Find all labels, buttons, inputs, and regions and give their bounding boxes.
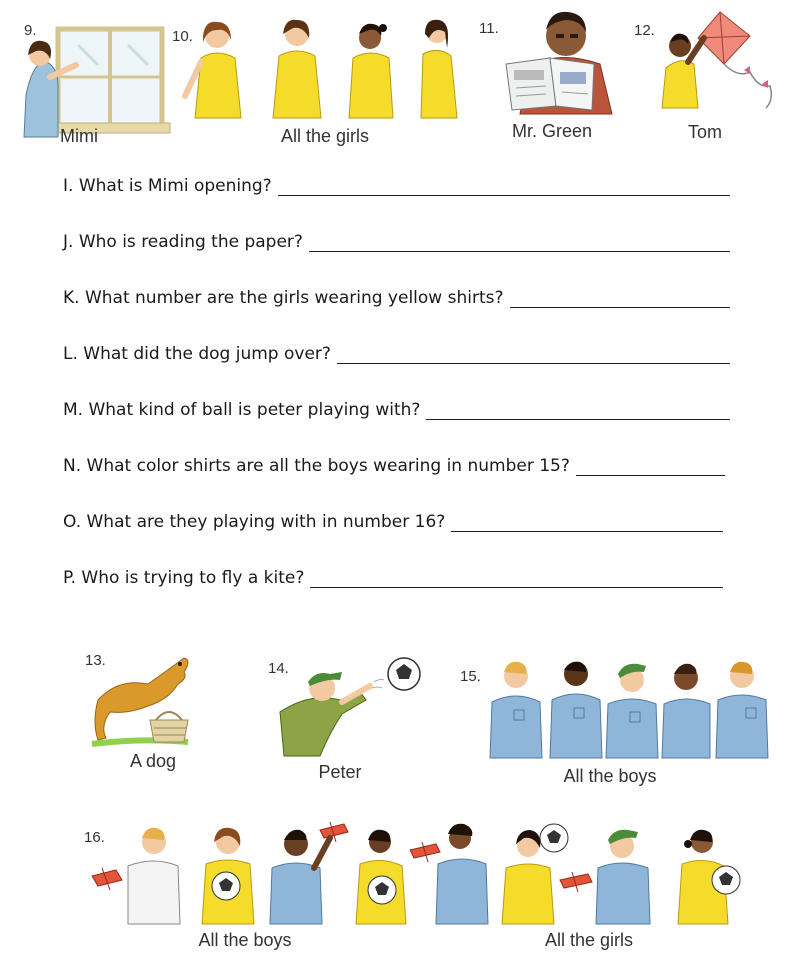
answer-line-l[interactable] bbox=[337, 347, 730, 364]
children-planes-balls-illustration bbox=[92, 820, 752, 926]
question-n bbox=[63, 456, 725, 476]
girls-illustration bbox=[185, 18, 465, 123]
question-m-text: M. What kind of ball is peter playing with? bbox=[63, 400, 421, 420]
question-o-text: O. What are they playing with in number 16? bbox=[63, 512, 446, 532]
panel-15-number: 15. bbox=[460, 668, 481, 685]
dog-jumping-illustration bbox=[88, 650, 218, 750]
answer-line-k[interactable] bbox=[510, 291, 731, 308]
mr-green-reading-illustration bbox=[500, 6, 620, 116]
question-p-text: P. Who is trying to fly a kite? bbox=[63, 568, 305, 588]
question-n-text: N. What color shirts are all the boys wearing in number 15? bbox=[63, 456, 570, 476]
panel-16-caption-girls: All the girls bbox=[544, 930, 634, 950]
panel-11-number: 11. bbox=[479, 20, 499, 37]
question-m bbox=[63, 400, 730, 420]
answer-line-i[interactable] bbox=[278, 179, 730, 196]
question-k-text: K. What number are the girls wearing yellow shirts? bbox=[63, 288, 504, 308]
answer-line-n[interactable] bbox=[576, 459, 725, 476]
question-o bbox=[63, 512, 723, 532]
panel-14-caption: Peter bbox=[318, 762, 362, 782]
question-i-text: I. What is Mimi opening? bbox=[63, 176, 272, 196]
panel-12-caption: Tom bbox=[687, 122, 722, 142]
panel-13-caption: A dog bbox=[129, 751, 177, 771]
answer-line-j[interactable] bbox=[309, 235, 730, 252]
question-p bbox=[63, 568, 723, 588]
panel-9-number: 9. bbox=[24, 22, 37, 39]
panel-10-caption: All the girls bbox=[280, 126, 370, 146]
panel-11-caption: Mr. Green bbox=[511, 121, 593, 141]
question-j-text: J. Who is reading the paper? bbox=[63, 232, 303, 252]
panel-15-caption: All the boys bbox=[563, 766, 657, 786]
panel-10-number: 10. bbox=[172, 28, 193, 45]
panel-16-number: 16. bbox=[84, 829, 105, 846]
peter-ball-illustration bbox=[270, 652, 430, 764]
question-i bbox=[63, 176, 730, 196]
question-j bbox=[63, 232, 730, 252]
answer-line-o[interactable] bbox=[451, 515, 723, 532]
panel-12-number: 12. bbox=[634, 22, 655, 39]
panel-14-number: 14. bbox=[268, 660, 289, 677]
panel-13-number: 13. bbox=[85, 652, 106, 669]
panel-16-caption-boys: All the boys bbox=[198, 930, 292, 950]
answer-line-m[interactable] bbox=[426, 403, 730, 420]
question-l bbox=[63, 344, 730, 364]
answer-line-p[interactable] bbox=[310, 571, 723, 588]
tom-kite-illustration bbox=[658, 8, 783, 118]
boys-blue-shirts-illustration bbox=[484, 654, 784, 758]
question-l-text: L. What did the dog jump over? bbox=[63, 344, 331, 364]
question-k bbox=[63, 288, 730, 308]
panel-9-caption: Mimi bbox=[60, 126, 98, 146]
